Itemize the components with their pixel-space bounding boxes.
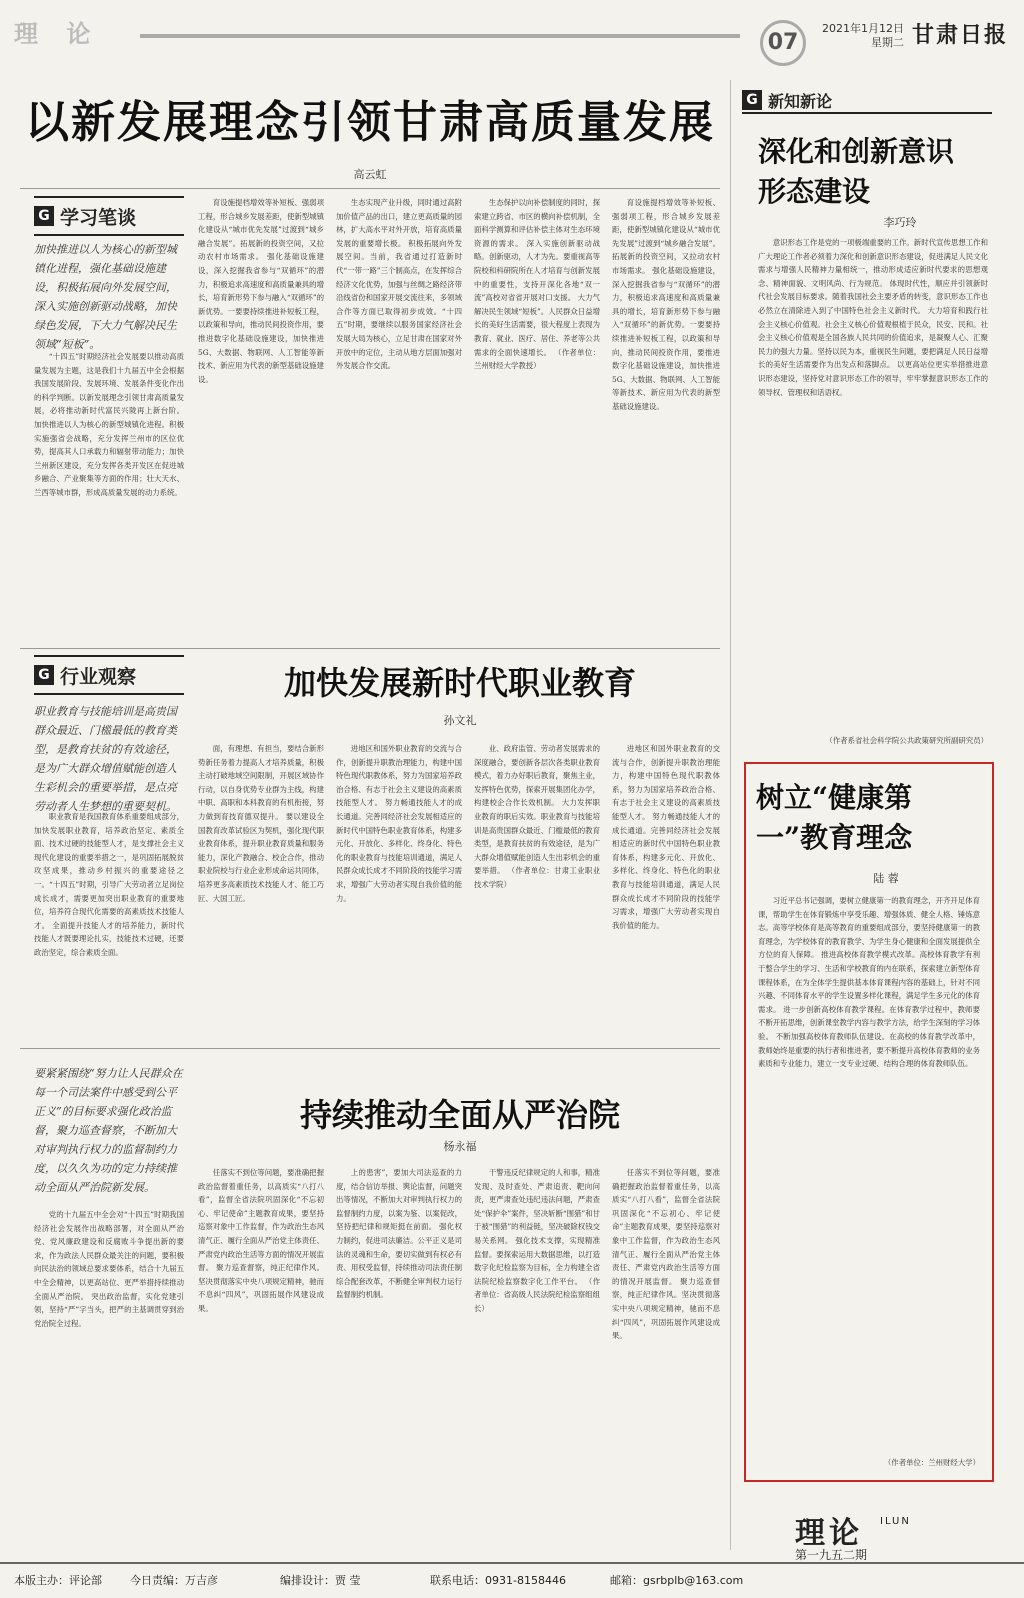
date-text: 2021年1月12日: [822, 22, 904, 35]
paragraph: 意识形态工作是党的一项极端重要的工作。新时代宣传思想工作和广大理论工作者必须着力深化和创新意识形态建设，促进满足人民文化需求与增强人民精神力量相统一，推动形成适应新时代要求的思想观念、精神面貌、文明风尚、行为规范。 体现时代性，顺应并引领新时代社会发展目标要求。随着我国社会主要矛盾的转变，意识形态工作也必然立在清除进入到了中国特色社会主义新时代。 大力培育和践行社会主义核心价值观。社会主义核心价值观根植于民众，民安、民和。社会主义核心价值观是全国各族人民共同的价值追求，是凝聚人心、汇聚民力的强大力量。坚持以民为本，重视民生问题，要把满足人民日益增长的美好生活需要作为出发点和落脚点。 以更高站位更实举措推进意识形态建设，坚持党对意识形态工作的领导，牢牢掌握意识形态工作的领导权、管理权和话语权。: [758, 238, 988, 397]
section-name: 理 论: [14, 19, 101, 48]
boxed-title: 树立“健康第一”教育理念: [756, 781, 913, 854]
article2-intro: 职业教育与技能培训是高贵国群众最近、门槛最低的教育类型，是教育扶贫的有效途径，是为广大群众增值赋能创造人生彩机会的重要举措，是点亮劳动者人生梦想的重要契机。: [34, 705, 177, 813]
footer-designer: 编排设计：贾 莹: [280, 1574, 361, 1587]
article1-rule: [20, 188, 720, 189]
article3-column-2: [198, 1166, 324, 1552]
article3-title: 持续推动全面从严治院: [299, 1096, 620, 1134]
article2-column-5: [612, 742, 720, 1042]
article1-column-3: [336, 196, 462, 640]
article2-column-4: [474, 742, 600, 1042]
article3-column-3: [336, 1166, 462, 1552]
boxed-body: [758, 894, 980, 1444]
section-tag-new-knowledge: [742, 88, 992, 114]
paragraph: 职业教育是我国教育体系重要组成部分，加快发展职业教育，培养政治坚定、素质全面、技术过硬的技能型人才，是支撑社会主义现代化建设的重要举措之一，是巩固拓展脱贫攻坚成果，推动乡村振兴的重要途径之一。“十四五”时期，引导广大劳动者立足岗位成长成才，需要更加突出职业教育的重要地位，培养符合现代化需要的高素质技术技能人才。 全面提升技能人才的培养能力，新时代技能人才既要理论扎实，技能技术过硬，还要政治坚定，综合素质全面。: [34, 812, 184, 957]
footer-email: 邮箱：gsrbplb@163.com: [610, 1574, 744, 1587]
column-divider: [730, 80, 731, 1550]
article1-column-2: [198, 196, 324, 640]
article1-column-1: [34, 350, 184, 640]
article-divider: [20, 648, 720, 649]
article2-column-2: [198, 742, 324, 1042]
article2-author: 孙文礼: [443, 714, 477, 727]
article1-intro: 加快推进以人为核心的新型城镇化进程，强化基础设施建设，积极拓展向外发展空间，深入实施创新驱动战略，加快绿色发展，下大力气解决民生领域“短板”。: [34, 243, 177, 351]
section-tag-label: 行业观察: [60, 665, 137, 688]
article2-column-1: [34, 810, 184, 1042]
paragraph: 育设施提档增效等补短板、强弱项工程，形合城乡发展差距，使新型城镇化建设从“城市优先发展”过渡到“城乡融合发展”。拓展新的投资空间，又拉动农村市场需求。 强化基础设施建设，深入挖掘我省参与“双循环”的潜力，积极追求高速度和高质量兼具的增长，培育新形势下参与融入“双循环”的新优势。一要要持续推进补短板工程，以政策和导向，推动民间投资作用，要推进数字化基础设施建设，加快推进5G、大数据、物联网、人工智能等新技术、新应用为代表的新型基础设施建设。: [612, 198, 720, 411]
g-logo-icon: G: [34, 665, 54, 685]
paragraph: 上的患害”，要加大司法巡查的力度，结合信访举报、舆论监督，问题突出等情况，不断加大对审判执行权力的监督制约力度，以案为鉴、以案促改，坚持把纪律和规矩挺在前面。 强化权力制约，促进司法廉洁。公平正义是司法的灵魂和生命，要切实做到有权必有责、用权受监督，持续推动司法责任制综合配套改革，不断健全审判权力运行监督制约机制。: [336, 1168, 462, 1300]
paragraph: 进地区和国外职业教育的交流与合作，创新提升职教治理能力，构建中国特色现代职教体系，努力为国家培养政治合格、有志于社会主义建设的高素质技能型人才。 努力畅通技能人才的成长通道。完善同经济社会发展相适应的新时代中国特色职业教育体系，构建多元化、开放化、多样化、终身化、特色化的职业教育与技能培训通道，满足人民群众成长成才不同阶段的技能学习需求，增强广大劳动者实现自我价值的能力。: [336, 744, 462, 903]
boxed-signature: （作者单位：兰州财经大学）: [883, 1458, 980, 1467]
boxed-article: [744, 762, 994, 1482]
boxed-author: 陆 蓉: [873, 872, 899, 885]
page-header: [0, 0, 1024, 55]
article3-intro: 要紧紧围绕“努力让人民群众在每一个司法案件中感受到公平正义”的目标要求强化政治监督，聚力巡查督察，不断加大对审判执行权力的监督制约力度，以久久为功的定力持续推动全面从严治院新发展。: [34, 1067, 183, 1194]
sidebar-author: 李巧玲: [883, 216, 917, 229]
section-tag-label: 新知新论: [768, 91, 833, 111]
footer-phone: 联系电话：0931-8158446: [430, 1574, 566, 1587]
article3-column-1: [34, 1208, 184, 1552]
paragraph: “十四五”时期经济社会发展要以推动高质量发展为主题，这是我们十九届五中全会根据我国发展阶段、发展环境、发展条件变化作出的科学判断。以新发展理念引领甘肃高质量发展，必将推动新时代富民兴陇再上新台阶。 加快推进以人为核心的新型城镇化进程。积极实施强省会战略，充分发挥兰州市的区位优势，提高其人口承载力和辐射带动能力；加快兰州新区建设，充分发挥各类开发区在促进城乡融合、产业聚集等方面的作用；壮大天水、兰西等城市群，形成高质量发展的动力系统。: [34, 352, 184, 497]
article2-title: 加快发展新时代职业教育: [283, 664, 636, 702]
footer-sponsor: 本版主办：评论部: [14, 1574, 102, 1587]
paragraph: 进地区和国外职业教育的交流与合作，创新提升职教治理能力，构建中国特色现代职教体系，努力为国家培养政治合格、有志于社会主义建设的高素质技能型人才。 努力畅通技能人才的成长通道。完善同经济社会发展相适应的新时代中国特色职业教育体系，构建多元化、开放化、多样化、终身化、特色化的职业教育与技能培训通道，满足人民群众成长成才不同阶段的技能学习需求，增强广大劳动者实现自我价值的能力。: [612, 744, 720, 930]
article3-column-4: [474, 1166, 600, 1552]
issue-number: 第一九五二期: [795, 1548, 868, 1562]
paragraph: 党的十九届五中全会对“十四五”时期我国经济社会发展作出战略部署，对全面从严治党、党风廉政建设和反腐败斗争提出新的要求，作为政法人民群众最关注的问题，要积极向民法治的领域总要求要体系，结合十九届五中全会精神，以更高站位、更严举措持续推动全面从严治院。 突出政治监督，实化党建引领，坚持“严”字当头，把严的主基调贯穿到治党治院全过程。: [34, 1210, 184, 1328]
paragraph: 任落实不到位等问题，要准确把握政治监督着重任务，以高质实“八打八看”，监督全省法院巩固深化“不忘初心、牢记使命”主题教育成果，要坚持巡察对象中工作监督，作为政治生态风清气正、履行全面从严治党主体责任、严肃党内政治生活等方面的情况开展监督。 聚力巡查督察，纯正纪律作风。坚决贯彻落实中央八项规定精神，驰而不息纠“四风”，巩固拓展作风建设成果。: [198, 1168, 324, 1313]
sidebar-title: 深化和创新意识形态建设: [758, 135, 955, 208]
article2-column-3: [336, 742, 462, 1042]
page-number: 07: [760, 20, 806, 66]
page-footer: [0, 1562, 1024, 1594]
section-tag-industry: [34, 655, 184, 695]
theory-logo: 理论: [795, 1516, 863, 1551]
paragraph: 育设施提档增效等补短板、强弱项工程，形合城乡发展差距，使新型城镇化建设从“城市优先发展”过渡到“城乡融合发展”。拓展新的投资空间，又拉动农村市场需求。 强化基础设施建设，深入挖掘我省参与“双循环”的潜力，积极追求高速度和高质量兼具的增长，培育新形势下参与融入“双循环”的新优势。一要要持续推进补短板工程，以政策和导向，推动民间投资作用，要推进数字化基础设施建设，加快推进5G、大数据、物联网、人工智能等新技术、新应用为代表的新型基础设施建设。: [198, 198, 324, 384]
paragraph: 干警违反纪律规定的人和事，精准发现、及时查处、严肃追责、靶向问责，更严肃查处违纪违法问题，严肃查处“保护伞”案件，坚决斩断“围猎”和甘于被“围猎”的利益链，坚决破除权钱交易关系网。 强化技术支撑，实现精准监督。要探索运用大数据思维，以打造数字化纪检监察为目标，全力构建全省法院纪检监察数字化工作平台。 （作者单位：省高级人民法院纪检监察组组长）: [474, 1168, 600, 1313]
paragraph: 任落实不到位等问题，要准确把握政治监督着重任务，以高质实“八打八看”，监督全省法院巩固深化“不忘初心、牢记使命”主题教育成果，要坚持巡察对象中工作监督，作为政治生态风清气正、履行全面从严治党主体责任、严肃党内政治生活等方面的情况开展监督。 聚力巡查督察，纯正纪律作风。坚决贯彻落实中央八项规定精神，驰而不息纠“四风”，巩固拓展作风建设成果。: [612, 1168, 720, 1341]
paragraph: 生态实现产业升级，同时通过高附加价值产品的出口，建立更高质量的园林，扩大高水平对外开放，培育高质量发展的重要增长极。 积极拓展向外发展空间。当前，我省通过打造新时代“一带一路”三个制高点，在发挥综合经济文化优势，加强与丝绸之路经济带沿线省份和国家开展交流往来，多领域合作等方面已取得初步成效。“十四五”时期，要继续以服务国家经济社会发展大局为核心，立足甘肃在国家对外开放中的定位，主动从地方层面加强对外发展合作交流。: [336, 198, 462, 371]
header-rule: [140, 34, 740, 38]
paragraph: 生态保护以向补偿制度的同时，探索建立跨省、市区的横向补偿机制，全面科学测算和评估补偿主体对生态环境资源的需求。 深入实施创新驱动战略。创新驱动，人才为先。要重视高等院校和科研院所在人才培育与创新发展中的重要性，支持开深化各地“双一流”高校对省省开展对口支援。 大力气解决民生领域“短板”。人民群众日益增长的美好生活需要，很大程度上表现为教育、就业、医疗、居住、养老等公共需求的全面快速增长。 （作者单位：兰州财经大学教授）: [474, 198, 600, 371]
sidebar-signature: （作者系省社会科学院公共政策研究所副研究员）: [825, 736, 988, 745]
newspaper-brand: 甘肃日报: [912, 22, 1009, 48]
paragraph: 业、政府监管、劳动者发展需求的深度融合，要创新各层次各类职业教育模式，着力办好职后教育，聚焦主业，发挥特色优势，探索开展集团化办学，构建校企合作长效机制。 大力发挥职业教育的职后实效。职业教育与技能培训是高贵国群众最近、门槛最低的教育类型，是教育扶贫的有效途径，是为广大群众增值赋能创造人生出彩机会的重要举措。 （作者单位：甘肃工业职业技术学院）: [474, 744, 600, 889]
section-tag-study: [34, 196, 184, 236]
article-divider: [20, 1048, 720, 1049]
article3-author: 杨永福: [443, 1140, 477, 1153]
theory-logo-sub: ILUN: [880, 1516, 911, 1527]
article1-column-5: [612, 196, 720, 640]
article1-column-4: [474, 196, 600, 640]
section-tag-label: 学习笔谈: [60, 206, 137, 229]
weekday-text: 星期二: [871, 36, 904, 49]
issue-date: [822, 22, 904, 50]
g-logo-icon: G: [742, 90, 762, 110]
g-logo-icon: G: [34, 206, 54, 226]
paragraph: 习近平总书记强调，要树立健康第一的教育理念，开齐开足体育课，帮助学生在体育锻炼中享受乐趣、增强体质、健全人格、锤炼意志。高等学校体育是高等教育的重要组成部分，要坚持健康第一的教育理念，为学校体育的教育教学、为学生身心健康和全面发展提供全方位的育人保障。 推进高校体育教学模式改革。高校体育教学有利于整合学生的学习、生活和学校教育的内在联系，探索建立新型体育课程体系，在为全体学生提供基本体育课程内容的基础上，针对不同兴趣、不同体育水平的学生设置多样化课程，满足学生多元化的体育需求。 进一步创新高校体育教学课程。在体育教学过程中，教师要不断开拓思维，创新课堂教学内容与教学方法，给学生深刻的学习体验。 不断加强高校体育教师队伍建设。在高校的体育教学改革中，教师始终是重要的执行者和推进者，要不断提升高校体育教师的业务素质和专业能力，建立一支专业过硬、结构合理的体育教师队伍。: [758, 896, 980, 1069]
article1-title: 以新发展理念引领甘肃高质量发展: [25, 97, 715, 148]
article1-author: 高云虹: [353, 168, 387, 181]
sidebar-body: [758, 236, 988, 726]
paragraph: 面，有理想、有担当，要结合新形势新任务着力提高人才培养质量，积极主动打破地域空间限制，开展区域协作行动，以自身优势专业群为主线，构建中职、高职和本科教育的有机衔接，努力做到育技育德双提升。 要以建设全国教育改革试验区为契机，强化现代职业教育体系，提升职业教育质量和服务能力，深化产教融合、校企合作，推动职业院校与行业企业形成命运共同体，培养更多高素质技术技能人才、能工巧匠、大国工匠。: [198, 744, 324, 903]
footer-editor: 今日责编：万吉彦: [130, 1574, 218, 1587]
article3-column-5: [612, 1166, 720, 1552]
